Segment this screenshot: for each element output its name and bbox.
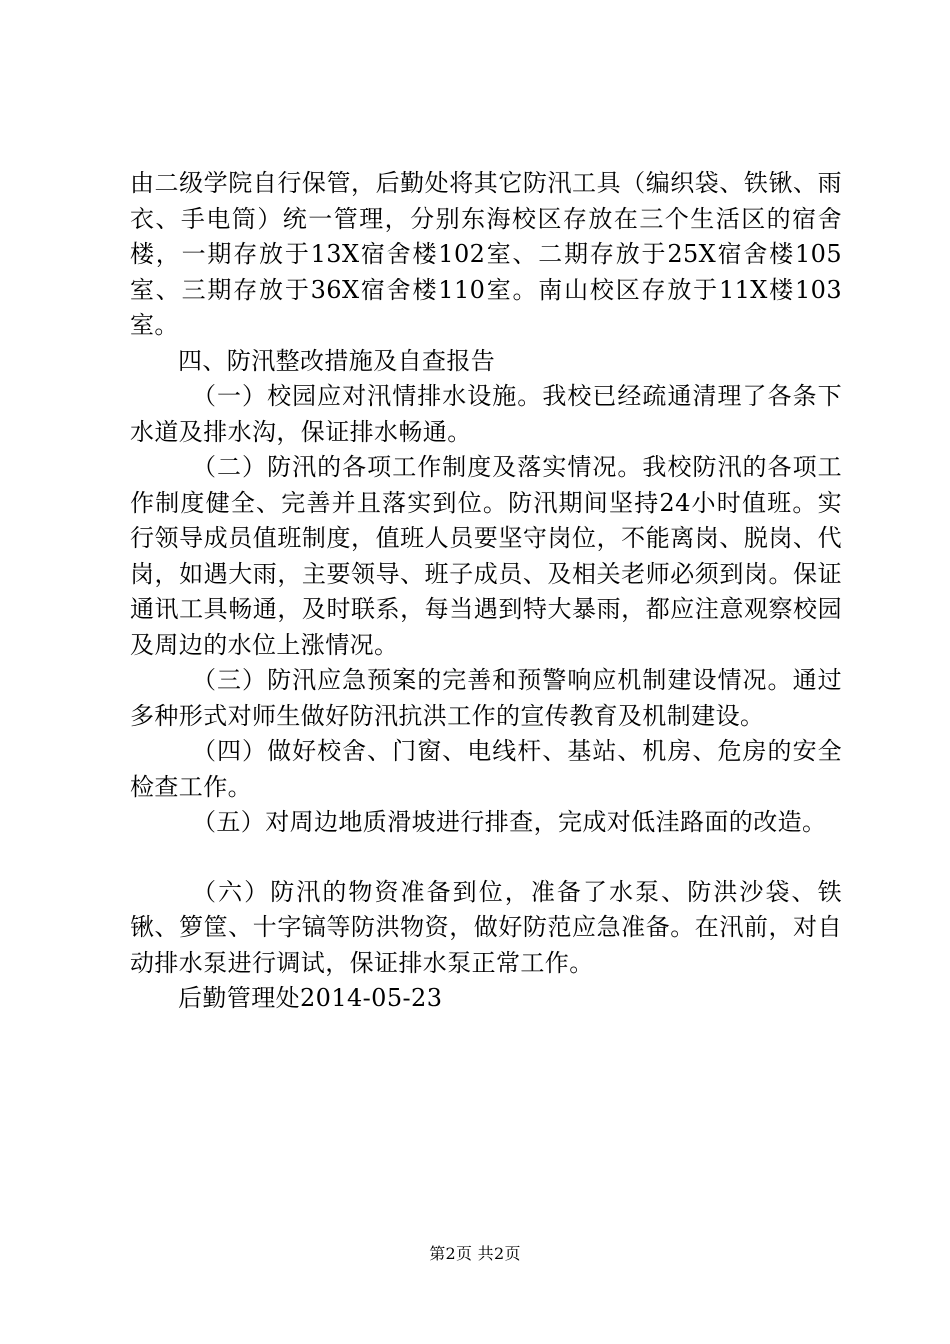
paragraph-item-2: （二）防汛的各项工作制度及落实情况。我校防汛的各项工作制度健全、完善并且落实到位。防汛期间坚持24小时值班。实行领导成员值班制度，值班人员要坚守岗位，不能离岗、脱岗、代岗，如遇大雨，主要领导、班子成员、及相关老师必须到岗。保证通讯工具畅通，及时联系，每当遇到特大暴雨，都应注意观察校园及周边的水位上涨情况。 bbox=[130, 453, 842, 659]
paragraph-item-3: （三）防汛应急预案的完善和预警响应机制建设情况。通过多种形式对师生做好防汛抗洪工作的宣传教育及机制建设。 bbox=[130, 666, 842, 730]
paragraph-item-1: （一）校园应对汛情排水设施。我校已经疏通清理了各条下水道及排水沟，保证排水畅通。 bbox=[130, 382, 842, 446]
paragraph-item-4: （四）做好校舍、门窗、电线杆、基站、机房、危房的安全检查工作。 bbox=[130, 737, 842, 801]
page-footer: 第2页 共2页 bbox=[429, 1244, 521, 1263]
document-body bbox=[130, 166, 842, 1017]
section-heading-flood-rectification: 四、防汛整改措施及自查报告 bbox=[178, 346, 496, 375]
paragraph-item-6: （六）防汛的物资准备到位，准备了水泵、防洪沙袋、铁锹、箩筐、十字镐等防洪物资，做好防范应急准备。在汛前，对自动排水泵进行调试，保证排水泵正常工作。 bbox=[130, 877, 842, 977]
signature-line: 后勤管理处2014-05-23 bbox=[178, 984, 443, 1012]
paragraph-storage-continued: 由二级学院自行保管，后勤处将其它防汛工具（编织袋、铁锹、雨衣、手电筒）统一管理，分别东海校区存放在三个生活区的宿舍楼，一期存放于13X宿舍楼102室、二期存放于25X宿舍楼105室、三期存放于36X宿舍楼110室。南山校区存放于11X楼103室。 bbox=[130, 169, 842, 339]
blank-line bbox=[130, 841, 842, 875]
paragraph-item-5: （五）对周边地质滑坡进行排查，完成对低洼路面的改造。 bbox=[192, 808, 827, 836]
